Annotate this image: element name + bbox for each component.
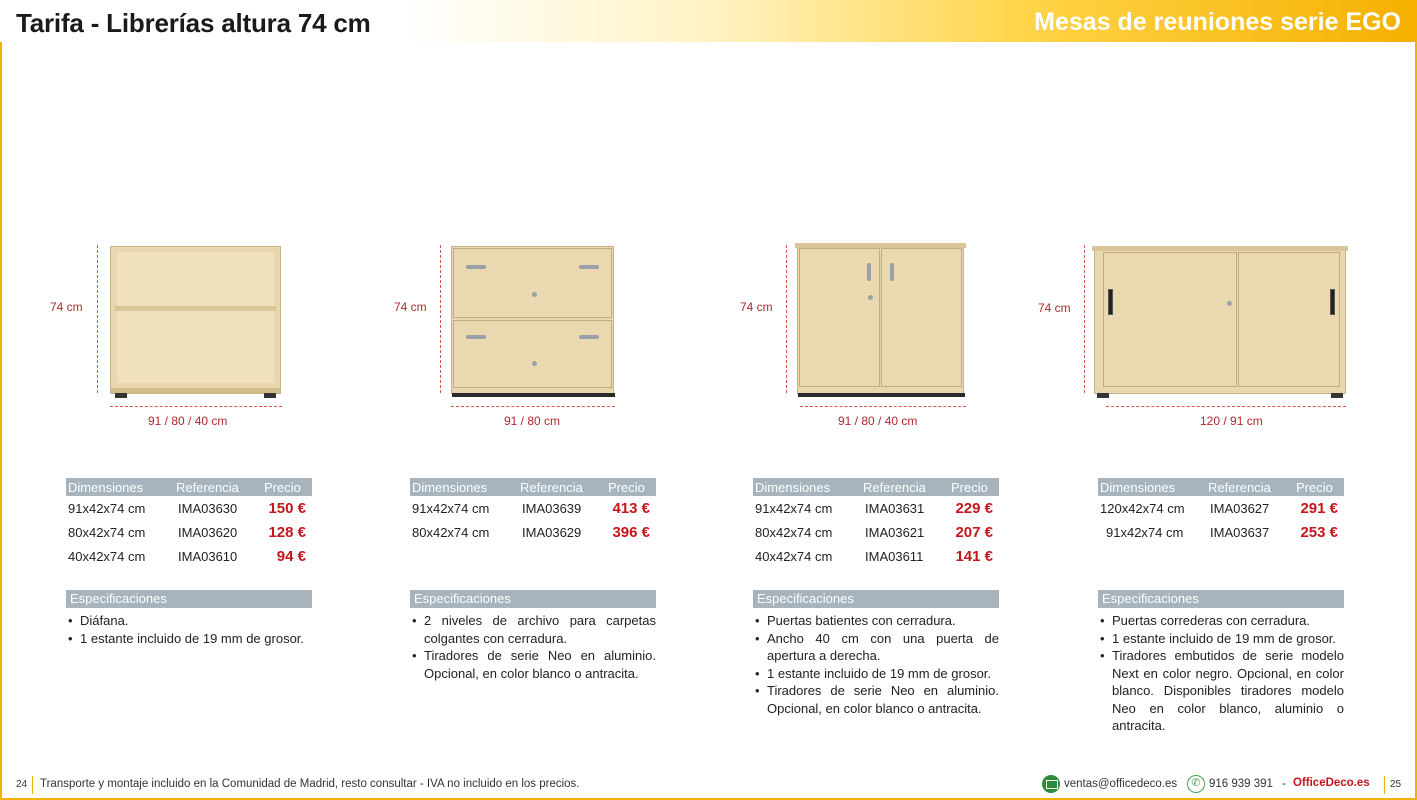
table-row xyxy=(410,520,656,544)
spec-item: • 1 estante incluido de 19 mm de grosor. xyxy=(66,630,312,648)
row-reference: IMA03630 xyxy=(178,500,238,516)
row-price: 207 € xyxy=(955,523,993,541)
row-dimensions: 40x42x74 cm xyxy=(755,548,833,564)
page-header xyxy=(0,0,1417,42)
row-price: 150 € xyxy=(268,499,306,517)
spec-item: • Tiradores de serie Neo en aluminio. Opcional, en color blanco o antracita. xyxy=(753,682,999,717)
footer-dash: - xyxy=(1282,778,1286,790)
row-dimensions: 91x42x74 cm xyxy=(755,500,833,516)
open-bookcase-image xyxy=(110,246,281,394)
height-label: 74 cm xyxy=(740,300,773,314)
row-price: 253 € xyxy=(1300,523,1338,541)
page-number-right: 25 xyxy=(1390,779,1402,790)
height-label: 74 cm xyxy=(394,300,427,314)
table-row xyxy=(66,544,312,568)
table-header xyxy=(1098,478,1344,496)
page-footer xyxy=(0,772,1417,798)
width-dimension-line xyxy=(451,406,615,407)
width-dimension-line xyxy=(110,406,282,407)
spec-item: • Puertas correderas con cerradura. xyxy=(1098,612,1344,630)
table-header xyxy=(410,478,656,496)
table-row xyxy=(66,520,312,544)
spec-item: • 2 niveles de archivo para carpetas colgantes con cerradura. xyxy=(410,612,656,647)
brand-link[interactable]: OfficeDeco.es xyxy=(1293,777,1370,789)
column-reference: Referencia xyxy=(520,479,583,495)
spec-item: • Diáfana. xyxy=(66,612,312,630)
column-reference: Referencia xyxy=(863,479,926,495)
width-label: 91 / 80 / 40 cm xyxy=(838,414,918,428)
row-reference: IMA03631 xyxy=(865,500,925,516)
specifications xyxy=(410,590,656,682)
column-reference: Referencia xyxy=(176,479,239,495)
table-row xyxy=(1098,496,1344,520)
row-dimensions: 91x42x74 cm xyxy=(68,500,146,516)
page-title: Tarifa - Librerías altura 74 cm xyxy=(16,8,371,38)
column-price: Precio xyxy=(951,479,988,495)
spec-item: • Puertas batientes con cerradura. xyxy=(753,612,999,630)
specifications xyxy=(66,590,312,647)
width-label: 120 / 91 cm xyxy=(1200,414,1263,428)
phone-icon: ✆ xyxy=(1187,775,1205,793)
row-reference: IMA03639 xyxy=(522,500,582,516)
hinged-door-cabinet-image xyxy=(797,246,964,394)
row-dimensions: 80x42x74 cm xyxy=(412,524,490,540)
width-dimension-line xyxy=(800,406,966,407)
specifications-header: Especificaciones xyxy=(66,590,312,608)
spec-item: • 1 estante incluido de 19 mm de grosor. xyxy=(1098,630,1344,648)
table-row xyxy=(753,520,999,544)
row-price: 291 € xyxy=(1300,499,1338,517)
width-dimension-line xyxy=(1106,406,1346,407)
spec-item: • Ancho 40 cm con una puerta de apertura a derecha. xyxy=(753,630,999,665)
spec-item: • Tiradores de serie Neo en aluminio. Opcional, en color blanco o antracita. xyxy=(410,647,656,682)
page-number-left: 24 xyxy=(16,779,28,790)
height-dimension-line xyxy=(440,245,441,393)
column-dimensions: Dimensiones xyxy=(755,479,831,495)
table-row xyxy=(66,496,312,520)
spec-item: • 1 estante incluido de 19 mm de grosor. xyxy=(753,665,999,683)
phone-number: 916 939 391 xyxy=(1209,778,1273,790)
specifications xyxy=(1098,590,1344,735)
row-reference: IMA03637 xyxy=(1210,524,1270,540)
row-price: 94 € xyxy=(276,547,306,565)
height-dimension-line xyxy=(786,245,787,393)
row-dimensions: 91x42x74 cm xyxy=(412,500,490,516)
table-row xyxy=(410,496,656,520)
mail-icon xyxy=(1042,775,1060,793)
row-dimensions: 40x42x74 cm xyxy=(68,548,146,564)
column-price: Precio xyxy=(264,479,301,495)
row-reference: IMA03611 xyxy=(865,548,924,564)
height-dimension-line xyxy=(1084,245,1085,393)
table-row xyxy=(753,544,999,568)
height-label: 74 cm xyxy=(1038,301,1071,315)
sliding-door-cabinet-image xyxy=(1094,249,1346,394)
height-label: 74 cm xyxy=(50,300,83,314)
footer-divider xyxy=(32,776,33,794)
row-reference: IMA03610 xyxy=(178,548,238,564)
column-dimensions: Dimensiones xyxy=(1100,479,1176,495)
row-price: 413 € xyxy=(612,499,650,517)
width-label: 91 / 80 cm xyxy=(504,414,561,428)
price-table xyxy=(410,478,656,544)
specifications-header: Especificaciones xyxy=(410,590,656,608)
column-price: Precio xyxy=(1296,479,1333,495)
column-dimensions: Dimensiones xyxy=(68,479,144,495)
drawer-cabinet-image xyxy=(451,246,614,394)
row-dimensions: 120x42x74 cm xyxy=(1100,500,1185,516)
row-dimensions: 91x42x74 cm xyxy=(1106,524,1184,540)
row-reference: IMA03620 xyxy=(178,524,238,540)
specifications-header: Especificaciones xyxy=(1098,590,1344,608)
section-title: Mesas de reuniones serie EGO xyxy=(1034,8,1401,36)
specifications xyxy=(753,590,999,717)
spec-item: • Tiradores embutidos de serie modelo Next en color negro. Opcional, en color blanco. Disponibles tiradores modelo Neo en color blanco, aluminio o antracita. xyxy=(1098,647,1344,735)
height-dimension-line xyxy=(97,245,98,393)
row-dimensions: 80x42x74 cm xyxy=(755,524,833,540)
column-price: Precio xyxy=(608,479,645,495)
row-price: 229 € xyxy=(955,499,993,517)
email-link[interactable]: ventas@officedeco.es xyxy=(1064,778,1178,790)
table-row xyxy=(1098,520,1344,544)
table-row xyxy=(753,496,999,520)
row-price: 128 € xyxy=(268,523,306,541)
row-price: 396 € xyxy=(612,523,650,541)
column-dimensions: Dimensiones xyxy=(412,479,488,495)
column-reference: Referencia xyxy=(1208,479,1271,495)
table-header xyxy=(753,478,999,496)
footer-divider xyxy=(1384,776,1385,794)
row-dimensions: 80x42x74 cm xyxy=(68,524,146,540)
row-reference: IMA03629 xyxy=(522,524,582,540)
table-header xyxy=(66,478,312,496)
row-reference: IMA03627 xyxy=(1210,500,1270,516)
row-price: 141 € xyxy=(955,547,993,565)
footer-note: Transporte y montaje incluido en la Comunidad de Madrid, resto consultar - IVA no incluido en los precios. xyxy=(40,778,580,790)
price-table xyxy=(753,478,999,568)
price-table xyxy=(66,478,312,568)
price-table xyxy=(1098,478,1344,544)
specifications-header: Especificaciones xyxy=(753,590,999,608)
width-label: 91 / 80 / 40 cm xyxy=(148,414,228,428)
row-reference: IMA03621 xyxy=(865,524,925,540)
